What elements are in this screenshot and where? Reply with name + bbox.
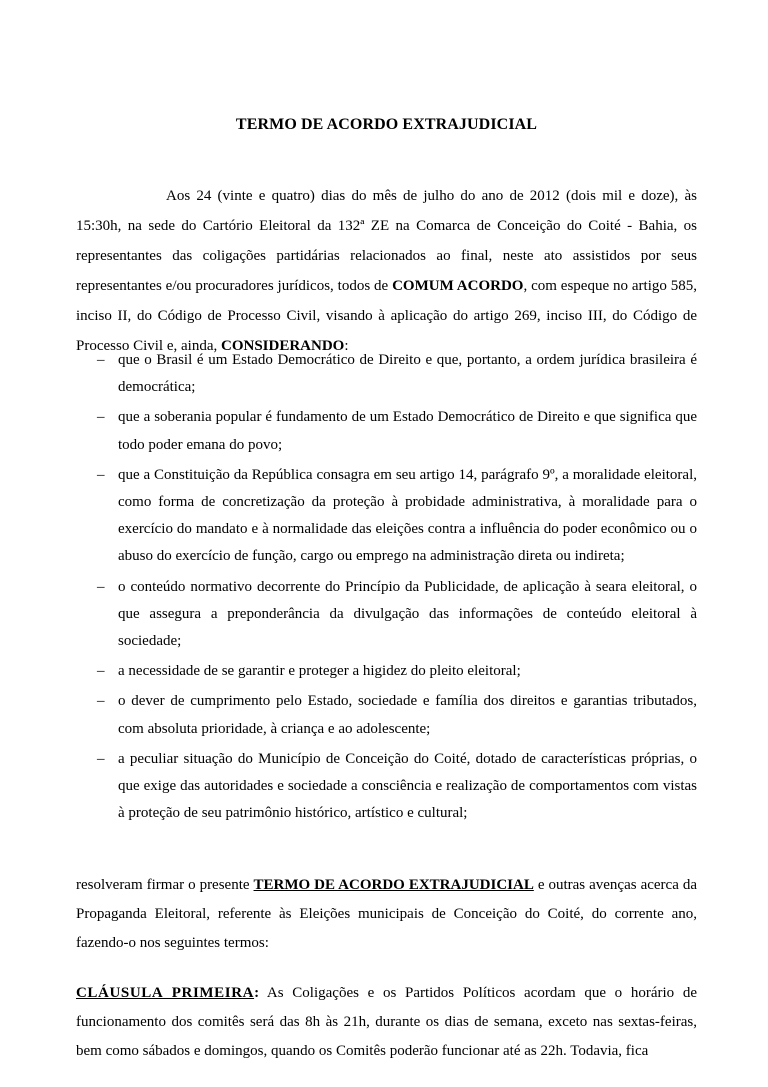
intro-paragraph <box>76 181 697 361</box>
intro-text-2: , com espeque no artigo 585, inciso II, do Código de Processo Civil, visando à aplicação do artigo 269, inciso III, do Código de Processo Civil e, ainda, <box>76 278 697 354</box>
resolve-paragraph <box>76 871 697 958</box>
list-item <box>76 574 697 656</box>
list-item-text: que a Constituição da República consagra em seu artigo 14, parágrafo 9º, a moralidade eleitoral, como forma de concretização da proteção à probidade administrativa, à moralidade para o exercício do mandato e à normalidade das eleições contra a influência do poder econômico ou o abuso do exercício de função, cargo ou emprego na administração direta ou indireta; <box>118 466 697 565</box>
dash-bullet: – <box>97 663 105 680</box>
list-item <box>76 347 697 401</box>
intro-text-3: : <box>344 338 349 354</box>
clause-heading-colon: : <box>254 985 260 1001</box>
dash-bullet: – <box>97 750 105 767</box>
resolve-text-2: e outras avenças acerca da Propaganda Eleitoral, referente às Eleições municipais de Conceição do Coité, do corrente ano, fazendo-o nos seguintes termos: <box>76 877 697 951</box>
list-item-text: que a soberania popular é fundamento de um Estado Democrático de Direito e que significa que todo poder emana do povo; <box>118 409 697 453</box>
intro-bold-comum-acordo: COMUM ACORDO <box>392 278 524 294</box>
list-item-text: que o Brasil é um Estado Democrático de Direito e que, portanto, a ordem jurídica brasileira é democrática; <box>118 352 697 396</box>
resolve-text-1: resolveram firmar o presente <box>76 877 254 893</box>
dash-bullet: – <box>97 409 105 426</box>
list-item <box>76 462 697 571</box>
clause-heading: CLÁUSULA PRIMEIRA <box>76 985 255 1001</box>
considerations-list <box>76 347 697 830</box>
list-item-text: o dever de cumprimento pelo Estado, sociedade e família dos direitos e garantias tributados, com absoluta prioridade, à criança e ao adolescente; <box>118 693 697 737</box>
list-item-text: o conteúdo normativo decorrente do Princípio da Publicidade, de aplicação à seara eleitoral, o que assegura a preponderância da divulgação das informações de conteúdo eleitoral à sociedade; <box>118 578 697 650</box>
dash-bullet: – <box>97 466 105 483</box>
list-item-text: a necessidade de se garantir e proteger a higidez do pleito eleitoral; <box>118 663 521 680</box>
dash-bullet: – <box>97 578 105 595</box>
document-title: TERMO DE ACORDO EXTRAJUDICIAL <box>235 116 538 133</box>
dash-bullet: – <box>97 693 105 710</box>
intro-text-1: Aos 24 (vinte e quatro) dias do mês de julho do ano de 2012 (dois mil e doze), às 15:30h, na sede do Cartório Eleitoral da 132ª ZE na Comarca de Conceição do Coité - Bahia, os representantes das coligações partidárias relacionados ao final, neste ato assistidos por seus representantes e/ou procuradores jurídicos, todos de <box>76 188 697 294</box>
list-item <box>76 688 697 742</box>
clause-text: As Coligações e os Partidos Políticos acordam que o horário de funcionamento dos comitês será das 8h às 21h, durante os dias de semana, exceto nas sextas-feiras, bem como sábados e domingos, quando os Comitês poderão funcionar até as 22h. Todavia, fica <box>76 985 697 1059</box>
list-item <box>76 746 697 828</box>
dash-bullet: – <box>97 352 105 368</box>
clause-first-paragraph <box>76 979 697 1066</box>
intro-bold-considerando: CONSIDERANDO <box>220 338 345 354</box>
list-item <box>76 404 697 458</box>
list-item-text: a peculiar situação do Município de Conceição do Coité, dotado de características próprias, o que exige das autoridades e sociedade a consciência e realização de comportamentos com vistas à proteção de seu patrimônio histórico, artístico e cultural; <box>118 750 697 822</box>
resolve-bold-title: TERMO DE ACORDO EXTRAJUDICIAL <box>253 877 534 893</box>
list-item <box>76 658 697 685</box>
